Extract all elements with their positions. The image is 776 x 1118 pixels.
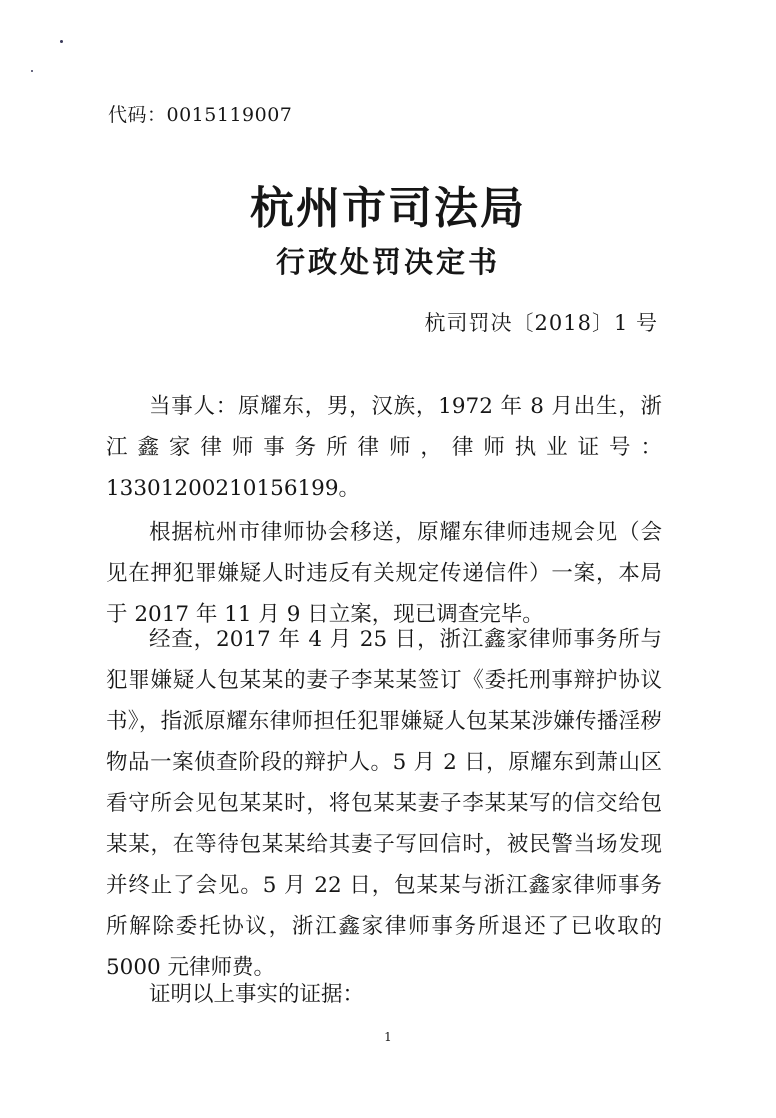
scan-speck-left: [31, 70, 33, 72]
scan-speck-top: [60, 40, 63, 43]
party-paragraph: 当事人：原耀东，男，汉族，1972 年 8 月出生，浙江鑫家律师事务所律师，律师执业证号：13301200210156199。: [106, 394, 662, 501]
document-type-title: 行政处罚决定书: [275, 245, 500, 279]
findings-paragraph: 经查，2017 年 4 月 25 日，浙江鑫家律师事务所与犯罪嫌疑人包某某的妻子李某某签订《委托刑事辩护协议书》，指派原耀东律师担任犯罪嫌疑人包某某涉嫌传播淫秽物品一案侦查阶段的辩护人。5 月 2 日，原耀东到萧山区看守所会见包某某时，将包某某妻子李某某写的信交给包某某，在等待包某某给其妻子写回信时，被民警当场发现并终止了会见。5 月 22 日，包某某与浙江鑫家律师事务所解除委托协议，浙江鑫家律师事务所退还了已收取的 5000 元律师费。: [106, 627, 662, 980]
case-filing-paragraph: 根据杭州市律师协会移送，原耀东律师违规会见（会见在押犯罪嫌疑人时违反有关规定传递信件）一案，本局于 2017 年 11 月 9 日立案，现已调查完毕。: [106, 520, 662, 627]
agency-title: 杭州市司法局: [250, 183, 526, 234]
document-number: 杭司罚决〔2018〕1 号: [424, 311, 658, 335]
document-code: 代码：0015119007: [108, 104, 293, 126]
page-number: 1: [384, 1030, 392, 1044]
evidence-heading-paragraph: 证明以上事实的证据：: [149, 982, 365, 1007]
